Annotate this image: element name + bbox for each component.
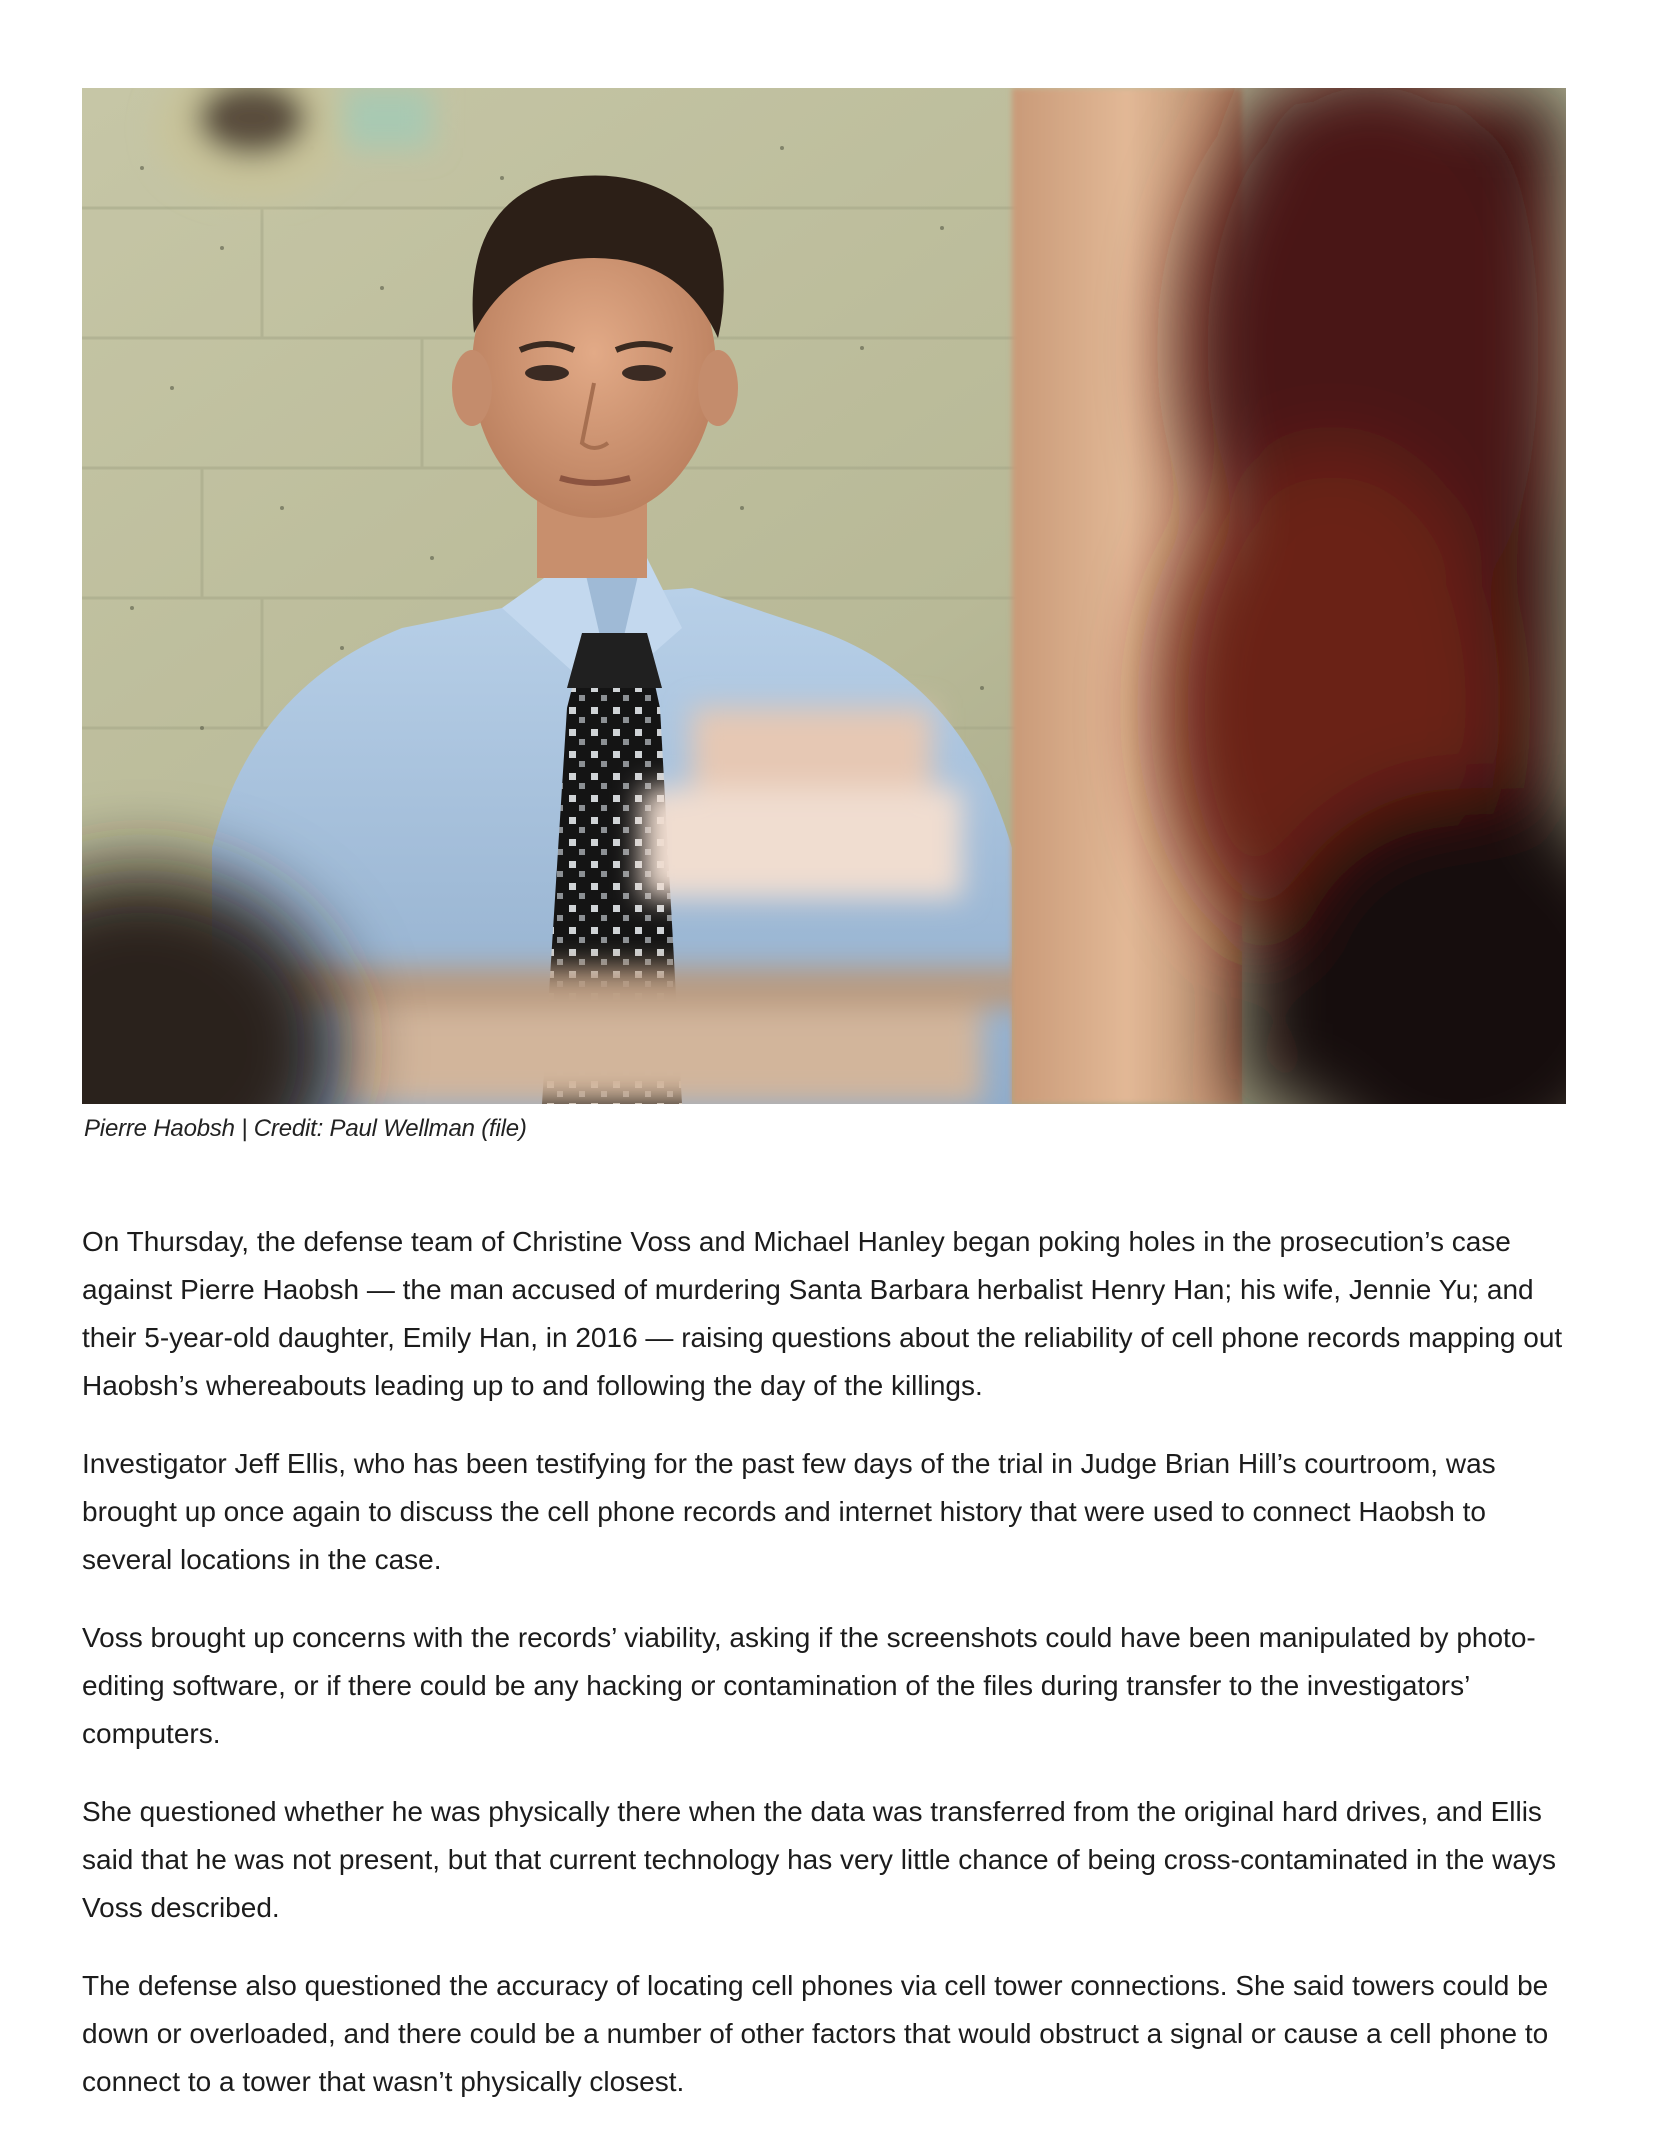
photo-caption: Pierre Haobsh | Credit: Paul Wellman (file): [84, 1115, 527, 1142]
article-paragraph: Voss brought up concerns with the records’ viability, asking if the screenshots could have been manipulated by photo-editing software, or if there could be any hacking or contamination of the files during transfer to the investigators’ computers.: [82, 1622, 1536, 1749]
article-body: [82, 1218, 1572, 2136]
article-paragraph: The defense also questioned the accuracy of locating cell phones via cell tower connections. She said towers could be down or overloaded, and there could be a number of other factors that would obstruct a signal or cause a cell phone to connect to a tower that wasn’t physically closest.: [82, 1970, 1549, 2097]
article-paragraph: She questioned whether he was physically there when the data was transferred from the original hard drives, and Ellis said that he was not present, but that current technology has very little chance of being cross-contaminated in the ways Voss described.: [82, 1796, 1556, 1923]
article-photo: [82, 88, 1566, 1104]
article-paragraph: On Thursday, the defense team of Christine Voss and Michael Hanley began poking holes in the prosecution’s case against Pierre Haobsh — the man accused of murdering Santa Barbara herbalist Henry Han; his wife, Jennie Yu; and their 5-year-old daughter, Emily Han, in 2016 — raising questions about the reliability of cell phone records mapping out Haobsh’s whereabouts leading up to and following the day of the killings.: [82, 1226, 1563, 1401]
photo-illustration: [82, 88, 1566, 1104]
article-paragraph: Investigator Jeff Ellis, who has been testifying for the past few days of the trial in Judge Brian Hill’s courtroom, was brought up once again to discuss the cell phone records and internet history that were used to connect Haobsh to several locations in the case.: [82, 1448, 1496, 1575]
